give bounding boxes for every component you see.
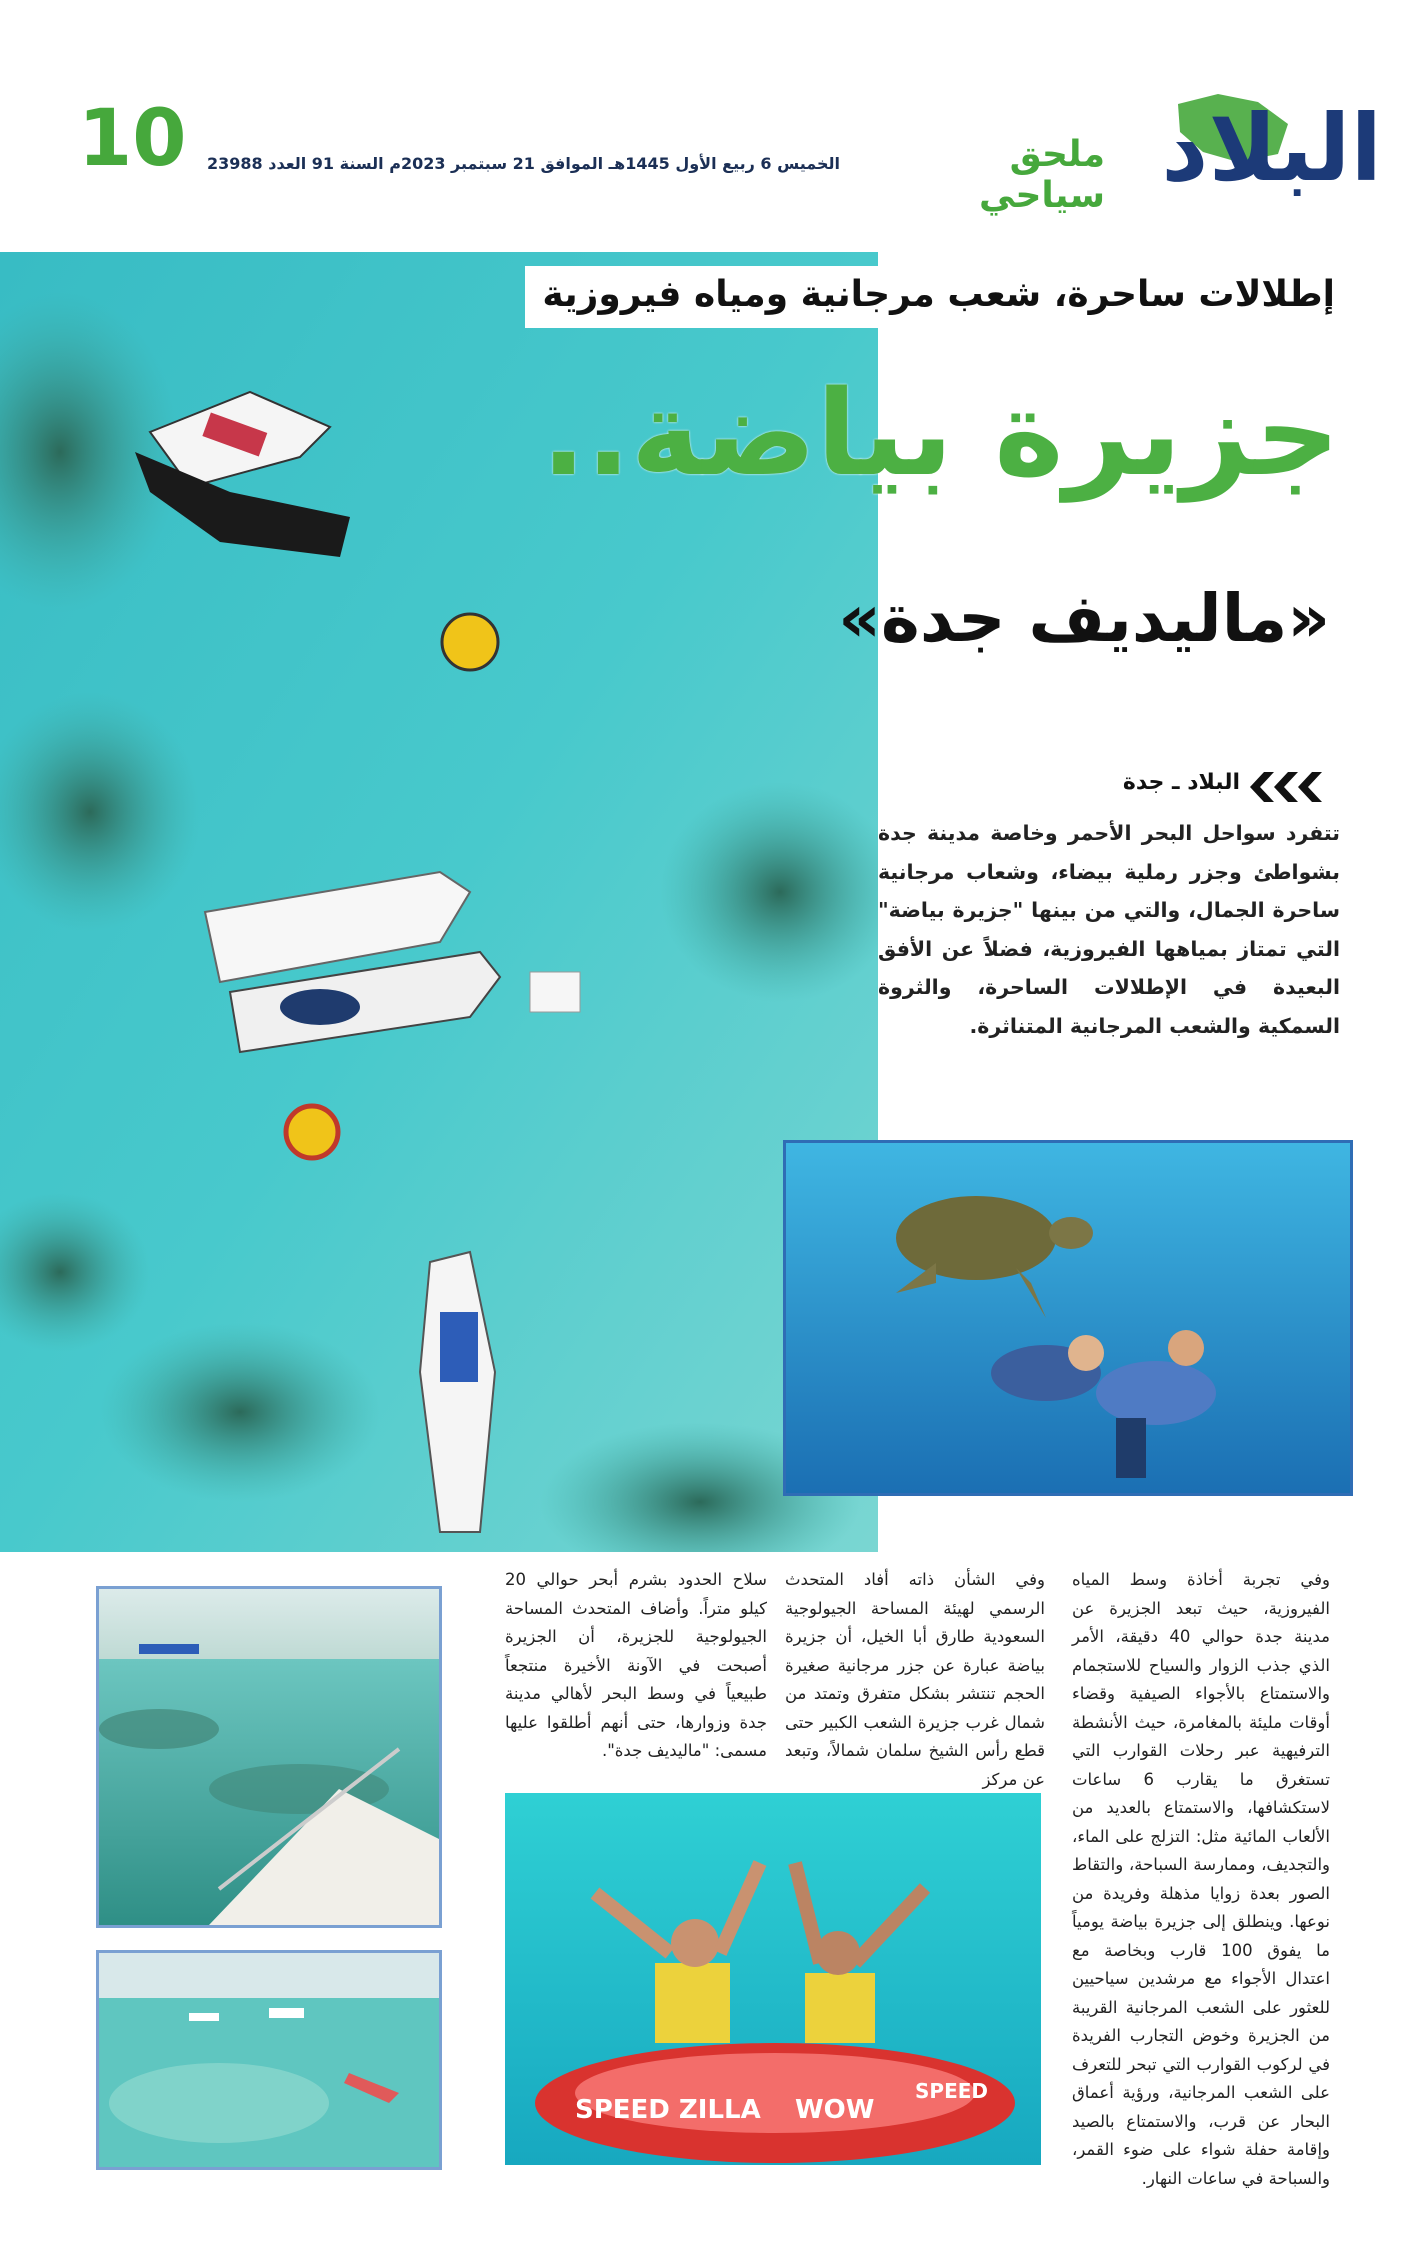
photo-snorkelers-turtle bbox=[783, 1140, 1353, 1496]
supplement-label: ملحق سياحي bbox=[979, 134, 1105, 216]
photo-tube-riders bbox=[505, 1793, 1041, 2165]
article-byline: البلاد ـ جدة bbox=[1122, 770, 1240, 795]
chevrons-icon bbox=[1250, 770, 1330, 804]
article-headline: جزيرة بياضة.. bbox=[541, 364, 1340, 502]
tube-text-left: SPEED ZILLA bbox=[575, 2095, 761, 2125]
tube-text-right: SPEED bbox=[915, 2079, 988, 2103]
photo-boat-bow bbox=[96, 1586, 442, 1928]
article-column-left: سلاح الحدود بشرم أبحر حوالي 20 كيلو متراً. وأضاف المتحدث المساحة الجيولوجية للجزيرة، أن الجزيرة أصبحت في الآونة الأخيرة منتجعاً طبيعياً في وسط البحر لأهالي مدينة جدة وزوارها، حتى أنهم أطلقوا عليها مسمى: "ماليديف جدة". bbox=[505, 1570, 767, 1760]
turtle-icon bbox=[896, 1196, 1056, 1280]
article-intro: تتفرد سواحل البحر الأحمر وخاصة مدينة جدة بشواطئ وجزر رملية بيضاء، وشعاب مرجانية ساحرة الجمال، والتي من بينها "جزيرة بياضة" التي تمتاز بمياهها الفيروزية، فضلاً عن الأفق البعيدة في الإطلالات الساحرة، والثروة السمكية والشعب المرجانية المتناثرة. bbox=[878, 821, 1340, 1038]
article-subhead: «ماليديف جدة» bbox=[838, 580, 1330, 657]
article-column-middle: وفي الشأن ذاته أفاد المتحدث الرسمي لهيئة المساحة الجيولوجية السعودية طارق أبا الخيل، أن جزيرة بياضة عبارة عن جزر مرجانية صغيرة الحجم تنتشر بشكل متفرق وتمتد من شمال غرب جزيرة الشعب الكبير حتى قطع رأس الشيخ سلمان شمالاً، وتبعد عن مركز bbox=[785, 1570, 1045, 1789]
article-kicker: إطلالات ساحرة، شعب مرجانية ومياه فيروزية bbox=[542, 274, 1335, 315]
article-column-right: وفي تجربة أخاذة وسط المياه الفيروزية، حيث تبعد الجزيرة عن مدينة جدة حوالي 40 دقيقة، الأمر الذي جذب الزوار والسياح للاستجمام والاستمتاع بالأجواء الصيفية وقضاء أوقات مليئة بالمغامرة، حيث الأنشطة الترفيهية عبر رحلات القوارب التي تستغرق ما يقارب 6 ساعات لاستكشافها، والاستمتاع بالعديد من الألعاب المائية مثل: التزلج على الماء، والتجديف، وممارسة السباحة، والتقاط الصور بعدة زوايا مذهلة وفريدة من نوعها. وينطلق إلى جزيرة بياضة يومياً ما يفوق 100 قارب وبخاصة مع اعتدال الأجواء مع مرشدين سياحيين للعثور على الشعب المرجانية القريبة من الجزيرة وخوض التجارب الفريدة في لركوب القوارب التي تبحر للتعرف على الشعب المرجانية، ورؤية أعماق البحار عن قرب، والاستمتاع بالصيد وإقامة حفلة شواء على ضوء القمر، والسباحة في ساعات النهار. bbox=[1072, 1570, 1330, 2188]
issue-info: الخميس 6 ربيع الأول 1445هـ الموافق 21 سبتمبر 2023م السنة 91 العدد 23988 bbox=[207, 154, 840, 173]
logo-wordmark: البلاد bbox=[1161, 95, 1382, 202]
photo-shallow-water bbox=[96, 1950, 442, 2170]
page-number: 10 bbox=[78, 94, 187, 184]
tube-text-mid: WOW bbox=[795, 2095, 875, 2125]
